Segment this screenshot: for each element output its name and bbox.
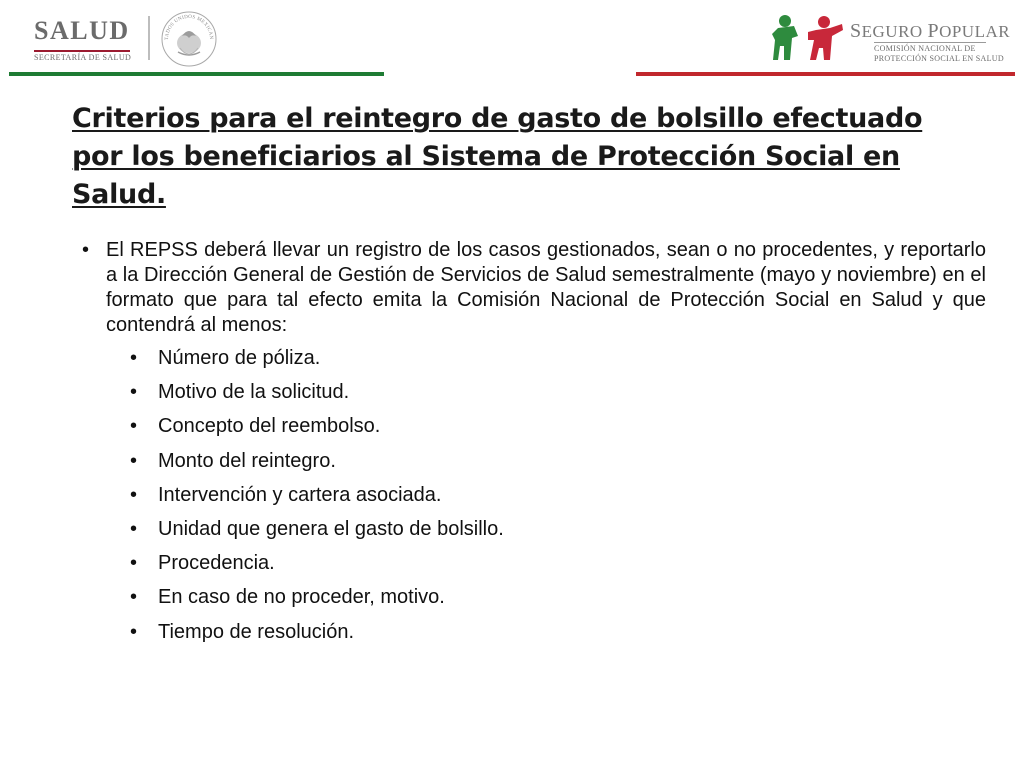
children-figures-icon — [772, 14, 844, 62]
list-item — [130, 551, 986, 576]
sp-rest-1: EGURO — [861, 22, 928, 41]
sub-bullet-list — [82, 346, 986, 645]
national-seal-icon — [160, 10, 218, 68]
main-bullet — [82, 238, 986, 338]
header-red-bar — [636, 72, 1015, 76]
list-item — [130, 585, 986, 610]
slide-title: Criterios para el reintegro de gasto de bolsillo efectuado por los beneficiarios al Sistema de Protección Social en Salud. — [72, 103, 923, 210]
list-item — [130, 449, 986, 474]
list-item-text: Número de póliza. — [158, 347, 321, 369]
salud-logo — [34, 14, 134, 62]
bullet-icon: • — [130, 381, 138, 404]
list-item — [130, 620, 986, 645]
salud-logo-name: SALUD — [34, 16, 130, 45]
bullet-icon: • — [130, 586, 138, 609]
main-bullet-text: El REPSS deberá llevar un registro de los casos gestionados, sean o no procedentes, y reportarlo a la Dirección General de Gestión de Servicios de Salud semestralmente (mayo y noviembre) en el formato que para tal efecto emita la Comisión Nacional de Protección Social en Salud y que contendrá al menos: — [106, 239, 986, 336]
bullet-icon: • — [130, 620, 138, 643]
list-item — [130, 380, 986, 405]
bullet-icon: • — [130, 449, 138, 472]
seguro-popular-rule — [874, 42, 986, 43]
list-item — [130, 483, 986, 508]
seguro-popular-subtitle-1: COMISIÓN NACIONAL DE — [874, 44, 976, 53]
list-item-text: Procedencia. — [158, 552, 275, 575]
list-item — [130, 414, 986, 439]
list-item — [130, 346, 986, 371]
bullet-icon: • — [130, 483, 138, 506]
slide-content — [82, 238, 986, 654]
seal-text: TADOS UNIDOS MEXICAN — [164, 14, 214, 41]
header-green-bar — [9, 72, 384, 76]
list-item-text: Concepto del reembolso. — [158, 415, 381, 438]
sp-cap-s: S — [850, 20, 862, 42]
list-item-text: Motivo de la solicitud. — [158, 381, 350, 404]
seguro-popular-logo — [772, 14, 1011, 64]
bullet-icon: • — [130, 347, 138, 369]
seguro-popular-subtitle-2: PROTECCIÓN SOCIAL EN SALUD — [874, 54, 1004, 63]
sp-cap-p: P — [927, 20, 940, 42]
list-item-text: Monto del reintegro. — [158, 449, 336, 472]
sp-rest-2: OPULAR — [939, 22, 1011, 41]
list-item — [130, 517, 986, 542]
bullet-icon: • — [130, 517, 138, 540]
list-item-text: Intervención y cartera asociada. — [158, 483, 442, 506]
list-item-text: En caso de no proceder, motivo. — [158, 586, 445, 609]
seguro-popular-name — [850, 20, 1010, 43]
list-item-text: Unidad que genera el gasto de bolsillo. — [158, 517, 504, 540]
salud-logo-subtitle: SECRETARÍA DE SALUD — [34, 53, 132, 62]
bullet-icon: • — [82, 239, 90, 261]
list-item-text: Tiempo de resolución. — [158, 620, 355, 643]
bullet-icon: • — [130, 552, 138, 575]
logo-divider — [148, 16, 150, 60]
salud-logo-rule — [34, 50, 130, 52]
bullet-icon: • — [130, 415, 138, 438]
